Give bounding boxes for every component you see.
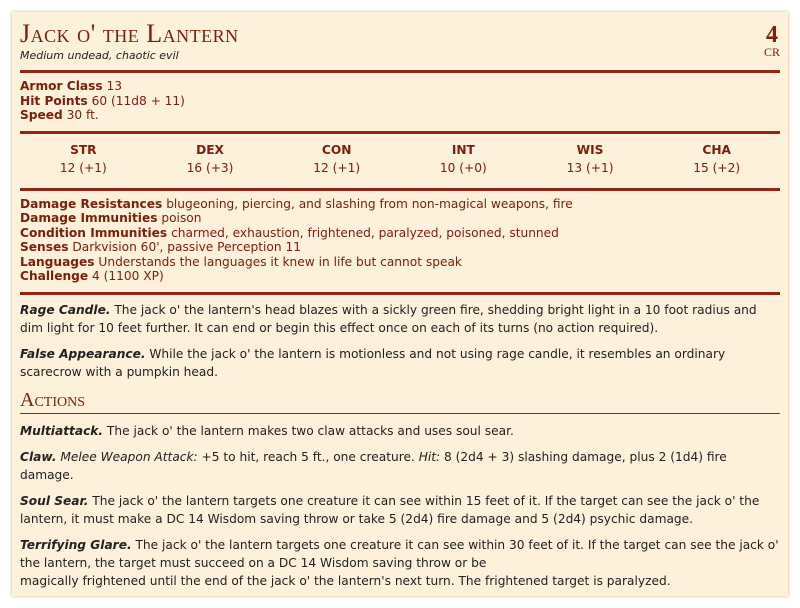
damage-immunities-row	[20, 211, 780, 226]
detail-label: Languages	[20, 254, 95, 269]
ability-name: CON	[321, 142, 352, 157]
senses-row	[20, 240, 780, 255]
divider	[20, 70, 780, 73]
detail-value: blugeoning, piercing, and slashing from non-magical weapons, fire	[166, 196, 573, 211]
ability-name: STR	[70, 142, 97, 157]
traits	[20, 301, 780, 381]
ability-str	[20, 142, 147, 178]
action-soul-sear	[20, 492, 780, 528]
trait-text: The jack o' the lantern's head blazes with a sickly green fire, shedding bright light in a 10 foot radius and dim light for 10 feet further. It can end or begin this effect once on each of its turns (no action required).	[20, 302, 757, 335]
basic-stats	[20, 79, 780, 123]
cr-label: CR	[763, 45, 780, 59]
armor-class-label: Armor Class	[20, 79, 103, 93]
trait-text: While the jack o' the lantern is motionless and not using rage candle, it resembles an ordinary scarecrow with a pumpkin head.	[20, 346, 726, 379]
ability-con	[273, 142, 400, 178]
detail-label: Damage Resistances	[20, 196, 163, 211]
action-text: The jack o' the lantern makes two claw attacks and uses soul sear.	[106, 423, 514, 438]
detail-value: poison	[161, 211, 202, 225]
action-name: Claw.	[20, 449, 57, 464]
actions	[20, 422, 780, 590]
action-terrifying-glare	[20, 536, 780, 590]
action-name: Multiattack.	[20, 423, 104, 438]
attack-text: +5 to hit, reach 5 ft., one creature.	[201, 449, 415, 464]
challenge-row	[20, 269, 780, 284]
action-name: Terrifying Glare.	[20, 537, 132, 552]
ability-name: DEX	[196, 142, 224, 157]
ability-wis	[527, 142, 654, 178]
ability-name: INT	[451, 142, 475, 157]
trait-rage-candle	[20, 301, 780, 337]
ability-value: 12 (+1)	[313, 160, 361, 175]
speed-value: 30 ft.	[66, 108, 99, 122]
ability-value: 13 (+1)	[566, 160, 614, 175]
detail-label: Condition Immunities	[20, 225, 168, 240]
hit-label: Hit:	[418, 449, 441, 464]
hit-points-row	[20, 94, 780, 109]
trait-false-appearance	[20, 345, 780, 381]
cr-value: 4	[765, 22, 778, 48]
stat-block	[12, 12, 788, 596]
action-text: The jack o' the lantern targets one creature it can see within 30 feet of it. If the target can see the jack o' the lantern, the target must succeed on a DC 14 Wisdom saving throw or be	[20, 537, 779, 570]
ability-value: 12 (+1)	[59, 160, 107, 175]
hit-points-label: Hit Points	[20, 93, 88, 108]
damage-resistances-row	[20, 197, 780, 212]
actions-heading: Actions	[20, 389, 780, 414]
hit-text: 8 (2d4 + 3) slashing damage, plus 2 (1d4) fire damage.	[20, 449, 727, 482]
action-text-continued: magically frightened until the end of the jack o' the lantern's next turn. The frightened target is paralyzed.	[20, 573, 671, 588]
armor-class-value: 13	[106, 79, 123, 93]
detail-label: Damage Immunities	[20, 211, 158, 225]
detail-value: charmed, exhaustion, frightened, paralyzed, poisoned, stunned	[171, 225, 559, 240]
monster-meta: Medium undead, chaotic evil	[20, 49, 179, 62]
detail-value: 4 (1100 XP)	[92, 269, 164, 283]
action-text: The jack o' the lantern targets one creature it can see within 15 feet of it. If the target can see the jack o' the lantern, it must make a DC 14 Wisdom saving throw or take 5 (2d4) fire damage and 5 (2d4) psychic damage.	[20, 493, 760, 526]
ability-value: 16 (+3)	[186, 160, 234, 175]
attack-type: Melee Weapon Attack:	[60, 449, 198, 464]
ability-scores	[20, 140, 780, 180]
languages-row	[20, 255, 780, 270]
speed-row	[20, 108, 780, 123]
monster-name: Jack o' the Lantern	[20, 19, 239, 48]
hit-points-value: 60 (11d8 + 11)	[91, 93, 185, 108]
ability-value: 15 (+2)	[693, 160, 741, 175]
divider	[20, 188, 780, 191]
trait-name: Rage Candle.	[20, 302, 111, 317]
ability-value: 10 (+0)	[439, 160, 487, 175]
action-name: Soul Sear.	[20, 493, 89, 508]
speed-label: Speed	[20, 108, 63, 122]
detail-value: Understands the languages it knew in life but cannot speak	[98, 254, 462, 269]
ability-dex	[147, 142, 274, 178]
armor-class-row	[20, 79, 780, 94]
detail-label: Senses	[20, 240, 69, 254]
divider	[20, 292, 780, 295]
detail-value: Darkvision 60', passive Perception 11	[72, 240, 301, 254]
trait-name: False Appearance.	[20, 346, 146, 361]
action-multiattack	[20, 422, 780, 440]
condition-immunities-row	[20, 226, 780, 241]
ability-name: CHA	[702, 142, 731, 157]
ability-name: WIS	[576, 142, 604, 157]
detail-label: Challenge	[20, 269, 89, 283]
action-claw	[20, 448, 780, 484]
ability-int	[400, 142, 527, 178]
cr-box	[764, 24, 780, 58]
divider	[20, 131, 780, 134]
detail-stats	[20, 197, 780, 284]
ability-cha	[653, 142, 780, 178]
